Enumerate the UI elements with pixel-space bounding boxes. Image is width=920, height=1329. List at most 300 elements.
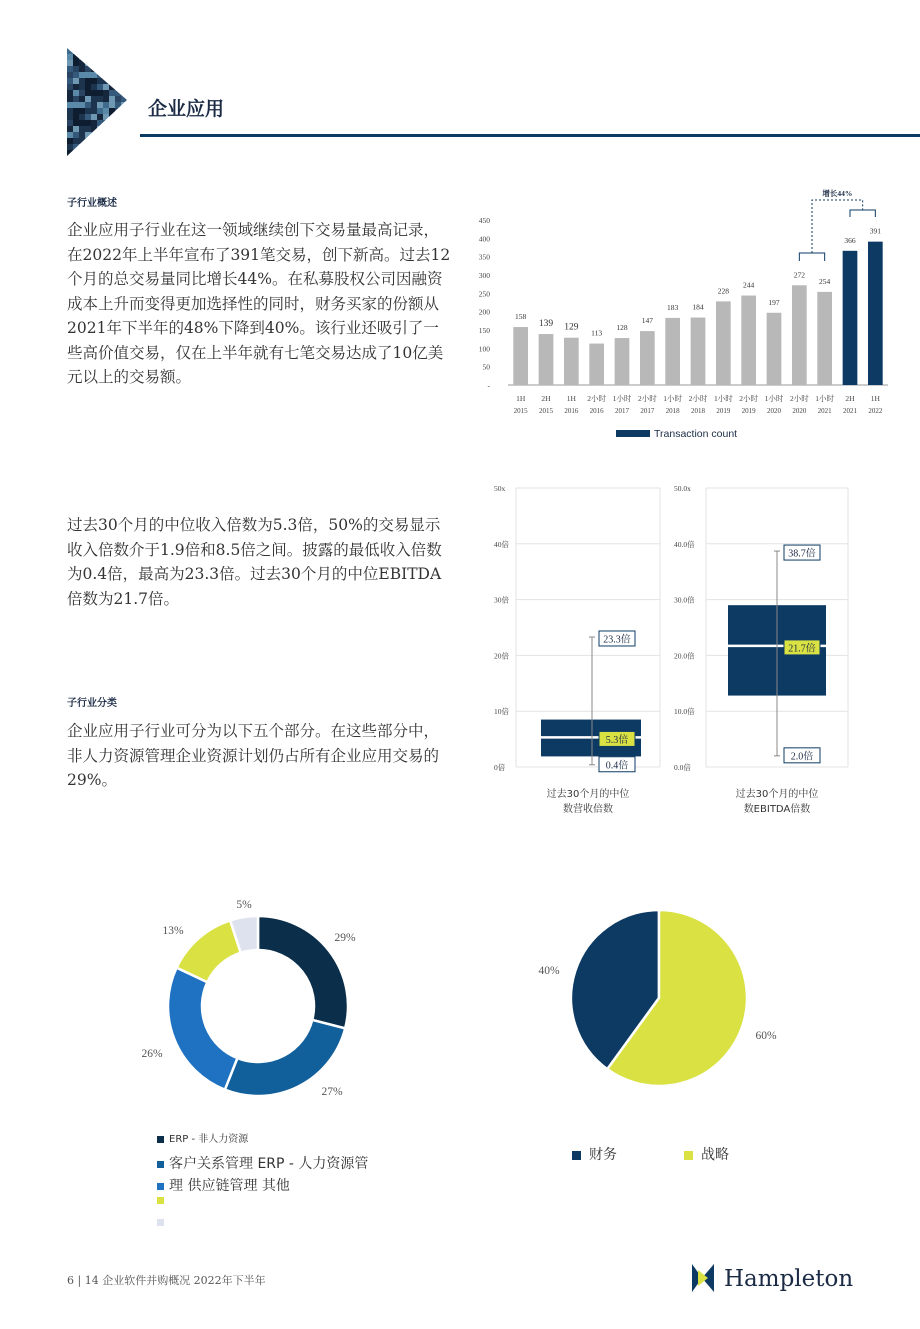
bar bbox=[513, 327, 528, 385]
mosaic-tile bbox=[103, 132, 109, 138]
x-tick-year: 2019 bbox=[716, 407, 731, 415]
min-label: 0.4倍 bbox=[605, 760, 629, 772]
multiples-paragraph: 过去30个月的中位收入倍数为5.3倍，50%的交易显示收入倍数介于1.9倍和8.5倍之间。披露的最低收入倍数为0.4倍，最高为23.3倍。过去30个月的中位EBITDA倍数为21.7倍。 bbox=[67, 516, 442, 608]
legend-swatch bbox=[157, 1161, 164, 1168]
y-tick-label: 50x bbox=[494, 484, 506, 493]
mosaic-tile bbox=[79, 96, 85, 102]
mosaic-tile bbox=[109, 108, 115, 114]
x-tick-year: 2016 bbox=[564, 407, 579, 415]
y-tick-label: 250 bbox=[478, 289, 490, 299]
x-tick-label: 1小时 bbox=[612, 394, 632, 403]
mosaic-tile bbox=[85, 48, 91, 54]
mosaic-tile bbox=[103, 78, 109, 84]
bar bbox=[640, 331, 655, 385]
mosaic-tile bbox=[91, 114, 97, 120]
y-tick-label: - bbox=[487, 381, 490, 390]
caption-line-1: 过去30个月的中位 bbox=[546, 789, 630, 800]
mosaic-tile bbox=[121, 138, 127, 144]
x-tick-year: 2019 bbox=[741, 407, 756, 415]
mosaic-tile bbox=[91, 132, 97, 138]
revenue-multiple-box-plot bbox=[480, 478, 676, 823]
bar bbox=[691, 318, 706, 385]
y-tick-label: 400 bbox=[478, 234, 490, 244]
bar-value-label: 113 bbox=[591, 328, 603, 338]
donut-legend-item-3: 理 供应链管理 其他 bbox=[157, 1175, 290, 1195]
bar-value-label: 147 bbox=[641, 316, 653, 326]
page-title: 企业应用 bbox=[148, 98, 225, 120]
mosaic-tile bbox=[121, 48, 127, 54]
mosaic-tile bbox=[109, 90, 115, 96]
bar bbox=[868, 242, 883, 385]
bracket-prior bbox=[799, 253, 824, 261]
mosaic-tile bbox=[91, 48, 97, 54]
donut-legend-item-4 bbox=[157, 1192, 169, 1208]
mosaic-tile bbox=[97, 78, 103, 84]
pie-slice-label: 60% bbox=[755, 1030, 777, 1042]
mosaic-tile bbox=[115, 108, 121, 114]
mosaic-tile bbox=[97, 90, 103, 96]
mosaic-tile bbox=[91, 96, 97, 102]
mosaic-tile bbox=[79, 102, 85, 108]
mosaic-tile bbox=[115, 126, 121, 132]
mosaic-tile bbox=[103, 138, 109, 144]
mosaic-tile bbox=[91, 120, 97, 126]
legend-swatch bbox=[157, 1183, 164, 1190]
bar-value-label: 228 bbox=[717, 286, 729, 296]
mosaic-tile bbox=[97, 150, 103, 156]
mosaic-tile bbox=[91, 102, 97, 108]
bar-value-label: 244 bbox=[743, 280, 755, 290]
mosaic-tile bbox=[67, 90, 73, 96]
mosaic-tile bbox=[91, 138, 97, 144]
mosaic-tile bbox=[103, 150, 109, 156]
legend-swatch bbox=[572, 1151, 581, 1160]
y-tick-label: 20.0倍 bbox=[674, 651, 695, 661]
x-tick-year: 2021 bbox=[843, 407, 857, 415]
y-tick-label: 300 bbox=[478, 271, 490, 280]
mosaic-tile bbox=[91, 60, 97, 66]
mosaic-tile bbox=[115, 102, 121, 108]
mosaic-tile bbox=[79, 72, 85, 78]
mosaic-tile bbox=[97, 120, 103, 126]
mosaic-tile bbox=[121, 102, 127, 108]
donut-legend-item-5 bbox=[157, 1214, 169, 1230]
legend-label: Transaction count bbox=[654, 428, 738, 440]
mosaic-tile bbox=[85, 126, 91, 132]
max-label: 38.7倍 bbox=[788, 548, 816, 560]
mosaic-tile bbox=[121, 78, 127, 84]
mosaic-tile bbox=[103, 102, 109, 108]
bar bbox=[665, 318, 680, 385]
bar bbox=[615, 338, 630, 385]
mosaic-tile bbox=[79, 114, 85, 120]
mosaic-tile bbox=[67, 66, 73, 72]
mosaic-tile bbox=[73, 108, 79, 114]
mosaic-tile bbox=[103, 66, 109, 72]
mosaic-tile bbox=[79, 132, 85, 138]
mosaic-tile bbox=[109, 66, 115, 72]
donut-legend-item-2: 客户关系管理 ERP - 人力资源管 bbox=[157, 1153, 368, 1173]
pie-legend-item-finance: 财务 bbox=[572, 1144, 617, 1164]
mosaic-tile bbox=[73, 102, 79, 108]
y-tick-label: 350 bbox=[478, 252, 490, 262]
x-tick-label: 2小时 bbox=[739, 394, 759, 403]
x-tick-year: 2017 bbox=[615, 407, 629, 415]
bracket-current bbox=[850, 210, 875, 217]
legend-swatch bbox=[157, 1136, 164, 1143]
mosaic-tile bbox=[79, 120, 85, 126]
mosaic-tile bbox=[109, 114, 115, 120]
mosaic-tile bbox=[97, 48, 103, 54]
bar bbox=[741, 296, 756, 385]
mosaic-tile bbox=[97, 132, 103, 138]
bar bbox=[817, 292, 832, 385]
donut-legend-item-1: ERP - 非人力资源 bbox=[157, 1130, 248, 1145]
mosaic-tile bbox=[79, 60, 85, 66]
mosaic-triangle-logo bbox=[67, 48, 127, 156]
mosaic-tile bbox=[103, 90, 109, 96]
pie-legend-item-strategic: 战略 bbox=[684, 1144, 729, 1164]
mosaic-tile bbox=[91, 108, 97, 114]
donut-slice bbox=[225, 1020, 345, 1096]
y-tick-label: 40.0倍 bbox=[674, 539, 695, 549]
mosaic-tile bbox=[115, 78, 121, 84]
mosaic-tile bbox=[109, 132, 115, 138]
mosaic-tile bbox=[73, 60, 79, 66]
mosaic-tile bbox=[67, 54, 73, 60]
brand-name: Hampleton bbox=[724, 1266, 854, 1292]
mosaic-tile bbox=[67, 102, 73, 108]
mosaic-tile bbox=[121, 96, 127, 102]
mosaic-tile bbox=[91, 84, 97, 90]
mosaic-tile bbox=[115, 120, 121, 126]
x-tick-year: 2015 bbox=[513, 407, 528, 415]
x-tick-year: 2015 bbox=[539, 407, 553, 415]
x-tick-label: 1小时 bbox=[815, 394, 835, 403]
mosaic-tile bbox=[103, 126, 109, 132]
y-tick-label: 200 bbox=[478, 307, 490, 317]
mosaic-tile bbox=[67, 114, 73, 120]
x-tick-label: 1小时 bbox=[663, 394, 683, 403]
donut-slice bbox=[168, 968, 237, 1090]
mosaic-tile bbox=[97, 138, 103, 144]
caption-line-1: 过去30个月的中位 bbox=[735, 789, 819, 800]
mosaic-tile bbox=[91, 72, 97, 78]
hampleton-logo bbox=[692, 1260, 862, 1296]
mosaic-tile bbox=[121, 132, 127, 138]
mosaic-tile bbox=[121, 114, 127, 120]
mosaic-tile bbox=[121, 126, 127, 132]
legend-swatch bbox=[684, 1151, 693, 1160]
mosaic-tile bbox=[97, 126, 103, 132]
x-tick-year: 2018 bbox=[665, 407, 680, 415]
bar-value-label: 128 bbox=[616, 323, 628, 333]
x-tick-year: 2018 bbox=[691, 407, 705, 415]
mosaic-tile bbox=[121, 54, 127, 60]
y-tick-label: 40倍 bbox=[494, 539, 509, 549]
mosaic-tile bbox=[121, 150, 127, 156]
bar-value-label: 391 bbox=[869, 226, 881, 236]
mosaic-tile bbox=[103, 114, 109, 120]
caption-line-2: 数营收倍数 bbox=[563, 804, 613, 815]
mosaic-tile bbox=[73, 150, 79, 156]
donut-slice-label: 5% bbox=[236, 899, 252, 911]
mosaic-tile bbox=[97, 60, 103, 66]
mosaic-tile bbox=[109, 144, 115, 150]
mosaic-tile bbox=[103, 108, 109, 114]
mosaic-tile bbox=[115, 144, 121, 150]
mosaic-tile bbox=[97, 72, 103, 78]
mosaic-tile bbox=[121, 108, 127, 114]
mosaic-tile bbox=[91, 144, 97, 150]
donut-slice bbox=[177, 920, 241, 982]
bar-value-label: 139 bbox=[538, 319, 554, 330]
mosaic-tile bbox=[103, 48, 109, 54]
mosaic-tile bbox=[85, 66, 91, 72]
bar bbox=[716, 301, 731, 385]
mosaic-tile bbox=[85, 144, 91, 150]
mosaic-tile bbox=[79, 54, 85, 60]
y-tick-label: 50.0x bbox=[674, 484, 691, 493]
mosaic-tile bbox=[79, 138, 85, 144]
mosaic-tile bbox=[73, 132, 79, 138]
mosaic-tile bbox=[85, 96, 91, 102]
mosaic-tile bbox=[67, 60, 73, 66]
x-tick-year: 2016 bbox=[589, 407, 604, 415]
mosaic-tile bbox=[109, 72, 115, 78]
mosaic-tile bbox=[67, 72, 73, 78]
mosaic-tile bbox=[67, 132, 73, 138]
mosaic-tile bbox=[73, 48, 79, 54]
y-tick-label: 50 bbox=[482, 362, 490, 372]
donut-slice-label: 26% bbox=[141, 1048, 163, 1060]
y-tick-label: 30.0倍 bbox=[674, 595, 695, 605]
mosaic-tile bbox=[97, 66, 103, 72]
mosaic-tile bbox=[115, 138, 121, 144]
bar-value-label: 272 bbox=[793, 270, 805, 280]
mosaic-tile bbox=[109, 102, 115, 108]
mosaic-tile bbox=[67, 84, 73, 90]
x-tick-label: 1小时 bbox=[764, 394, 784, 403]
mosaic-tile bbox=[79, 78, 85, 84]
mosaic-tile bbox=[67, 48, 73, 54]
mosaic-tile bbox=[79, 90, 85, 96]
x-tick-label: 2小时 bbox=[688, 394, 708, 403]
mosaic-tile bbox=[109, 78, 115, 84]
legend-swatch bbox=[616, 430, 650, 437]
mosaic-tile bbox=[109, 150, 115, 156]
mosaic-tile bbox=[73, 120, 79, 126]
bar-value-label: 129 bbox=[564, 322, 579, 333]
mosaic-tile bbox=[115, 66, 121, 72]
mosaic-tile bbox=[73, 144, 79, 150]
x-tick-label: 2H bbox=[541, 394, 551, 403]
mosaic-tile bbox=[97, 96, 103, 102]
title-divider bbox=[140, 134, 920, 137]
bar-value-label: 158 bbox=[515, 312, 527, 322]
mosaic-tile bbox=[103, 84, 109, 90]
x-tick-year: 2017 bbox=[640, 407, 655, 415]
y-tick-label: 100 bbox=[478, 344, 490, 354]
buyer-type-pie-chart bbox=[520, 895, 800, 1110]
mosaic-tile bbox=[67, 120, 73, 126]
mosaic-tile bbox=[109, 96, 115, 102]
mosaic-tile bbox=[79, 126, 85, 132]
donut-slice-label: 29% bbox=[334, 932, 356, 944]
bar bbox=[767, 313, 782, 385]
mosaic-tile bbox=[121, 60, 127, 66]
x-tick-year: 2020 bbox=[792, 407, 807, 415]
y-tick-label: 0倍 bbox=[494, 763, 506, 772]
x-tick-label: 2小时 bbox=[587, 394, 607, 403]
y-tick-label: 20倍 bbox=[494, 651, 509, 661]
growth-connector bbox=[812, 200, 863, 253]
x-tick-year: 2022 bbox=[868, 407, 883, 415]
mosaic-tile bbox=[121, 72, 127, 78]
mosaic-tile bbox=[97, 144, 103, 150]
mosaic-tile bbox=[115, 114, 121, 120]
mosaic-tile bbox=[85, 90, 91, 96]
mosaic-tile bbox=[115, 150, 121, 156]
x-tick-year: 2021 bbox=[817, 407, 832, 415]
transaction-count-bar-chart bbox=[470, 180, 920, 450]
caption-line-2: 数EBITDA倍数 bbox=[743, 804, 811, 815]
mosaic-tile bbox=[67, 138, 73, 144]
mosaic-tile bbox=[115, 84, 121, 90]
y-tick-label: 450 bbox=[478, 216, 490, 225]
mosaic-tile bbox=[67, 150, 73, 156]
mosaic-tile bbox=[103, 54, 109, 60]
median-label: 21.7倍 bbox=[788, 643, 816, 655]
mosaic-tile bbox=[103, 144, 109, 150]
mosaic-tile bbox=[67, 96, 73, 102]
mosaic-tile bbox=[73, 90, 79, 96]
bar bbox=[792, 285, 807, 385]
mosaic-tile bbox=[115, 60, 121, 66]
y-tick-label: 10.0倍 bbox=[674, 707, 695, 717]
mosaic-tile bbox=[67, 126, 73, 132]
mosaic-tile bbox=[91, 150, 97, 156]
mosaic-tile bbox=[115, 72, 121, 78]
mosaic-tile bbox=[121, 66, 127, 72]
x-tick-label: 1H bbox=[566, 394, 576, 403]
mosaic-tile bbox=[109, 48, 115, 54]
mosaic-tile bbox=[97, 102, 103, 108]
min-label: 2.0倍 bbox=[790, 751, 814, 763]
mosaic-tile bbox=[103, 60, 109, 66]
median-label: 5.3倍 bbox=[605, 734, 629, 746]
mosaic-tile bbox=[121, 120, 127, 126]
mosaic-tile bbox=[85, 54, 91, 60]
mosaic-tile bbox=[85, 132, 91, 138]
mosaic-tile bbox=[109, 84, 115, 90]
mosaic-tile bbox=[73, 126, 79, 132]
mosaic-tile bbox=[67, 108, 73, 114]
mosaic-tile bbox=[115, 90, 121, 96]
x-tick-year: 2020 bbox=[767, 407, 781, 415]
y-tick-label: 0.0倍 bbox=[674, 763, 691, 772]
bar bbox=[539, 334, 554, 385]
mosaic-tile bbox=[73, 96, 79, 102]
bar-value-label: 184 bbox=[692, 302, 704, 312]
mosaic-tile bbox=[121, 90, 127, 96]
bar-value-label: 366 bbox=[844, 235, 856, 245]
overview-paragraph: 企业应用子行业在这一领域继续创下交易量最高记录，在2022年上半年宣布了391笔交易，创下新高。过去12个月的总交易量同比增长44%。在私募股权公司因融资成本上升而变得更加选择性的同时，财务买家的份额从2021年下半年的48%下降到40%。该行业还吸引了一些高价值交易，仅在上半年就有七笔交易达成了10亿美元以上的交易额。 bbox=[67, 221, 451, 386]
mosaic-tile bbox=[73, 66, 79, 72]
mosaic-tile bbox=[109, 60, 115, 66]
max-label: 23.3倍 bbox=[603, 634, 631, 646]
x-tick-label: 2H bbox=[845, 394, 855, 403]
mosaic-tile bbox=[103, 120, 109, 126]
mosaic-tile bbox=[97, 114, 103, 120]
footer-page-info: 6 | 14 企业软件并购概况 2022年下半年 bbox=[67, 1274, 266, 1287]
mosaic-tile bbox=[109, 138, 115, 144]
mosaic-tile bbox=[73, 72, 79, 78]
mosaic-tile bbox=[91, 126, 97, 132]
segment-donut-chart bbox=[140, 895, 380, 1110]
x-tick-label: 2小时 bbox=[637, 394, 657, 403]
mosaic-tile bbox=[85, 84, 91, 90]
bar-value-label: 197 bbox=[768, 297, 780, 307]
pie-slice-label: 40% bbox=[538, 965, 560, 977]
legend-swatch bbox=[157, 1219, 164, 1226]
mosaic-tile bbox=[91, 78, 97, 84]
mosaic-tile bbox=[91, 90, 97, 96]
mosaic-tile bbox=[109, 126, 115, 132]
mosaic-tile bbox=[73, 114, 79, 120]
y-tick-label: 30倍 bbox=[494, 595, 509, 605]
mosaic-tile bbox=[121, 84, 127, 90]
mosaic-tile bbox=[103, 96, 109, 102]
mosaic-tile bbox=[121, 144, 127, 150]
mosaic-tile bbox=[91, 54, 97, 60]
mosaic-tile bbox=[97, 108, 103, 114]
mosaic-tile bbox=[67, 78, 73, 84]
bar-value-label: 183 bbox=[667, 302, 679, 312]
mosaic-tile bbox=[67, 144, 73, 150]
section-label-segments: 子行业分类 bbox=[67, 698, 117, 709]
mosaic-tile bbox=[79, 84, 85, 90]
mosaic-tile bbox=[115, 48, 121, 54]
donut-slice-label: 27% bbox=[321, 1086, 343, 1098]
mosaic-tile bbox=[103, 72, 109, 78]
segments-paragraph: 企业应用子行业可分为以下五个部分。在这些部分中，非人力资源管理企业资源计划仍占所有企业应用交易的29%。 bbox=[67, 722, 440, 789]
bar-value-label: 254 bbox=[819, 276, 831, 286]
mosaic-tile bbox=[79, 48, 85, 54]
mosaic-tile bbox=[79, 66, 85, 72]
mosaic-tile bbox=[109, 120, 115, 126]
mosaic-tile bbox=[97, 84, 103, 90]
y-tick-label: 150 bbox=[478, 326, 490, 335]
mosaic-tile bbox=[73, 84, 79, 90]
mosaic-tile bbox=[85, 150, 91, 156]
mosaic-tile bbox=[85, 120, 91, 126]
x-tick-label: 2小时 bbox=[789, 394, 809, 403]
mosaic-tile bbox=[73, 54, 79, 60]
mosaic-tile bbox=[85, 78, 91, 84]
ebitda-multiple-box-plot bbox=[668, 478, 864, 823]
mosaic-tile bbox=[85, 72, 91, 78]
mosaic-tile bbox=[85, 102, 91, 108]
bar bbox=[564, 338, 579, 385]
legend-swatch bbox=[157, 1197, 164, 1204]
x-tick-label: 1H bbox=[516, 394, 526, 403]
donut-slice-label: 13% bbox=[162, 925, 184, 937]
growth-annotation: 增长44% bbox=[822, 189, 853, 198]
mosaic-tile bbox=[109, 54, 115, 60]
mosaic-tile bbox=[97, 54, 103, 60]
mosaic-tile bbox=[115, 96, 121, 102]
